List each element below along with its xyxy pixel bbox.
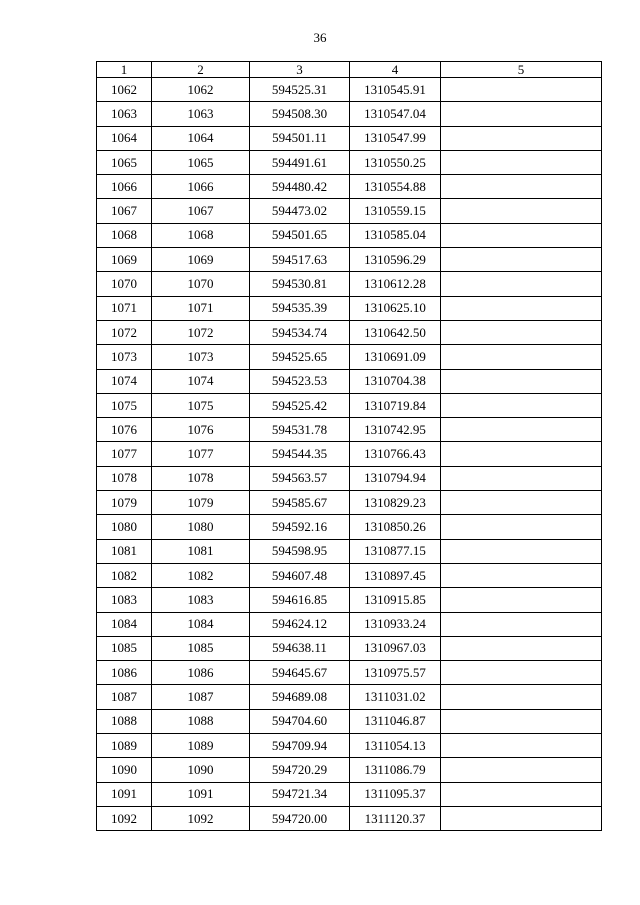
table-cell [441, 636, 602, 660]
table-cell: 594530.81 [250, 272, 350, 296]
table-cell: 1088 [97, 709, 152, 733]
table-cell: 594544.35 [250, 442, 350, 466]
table-row [97, 782, 602, 806]
table-cell [441, 320, 602, 344]
table-cell: 594517.63 [250, 248, 350, 272]
table-row [97, 685, 602, 709]
table-cell: 1086 [97, 661, 152, 685]
page-number: 36 [313, 30, 327, 45]
table-row [97, 661, 602, 685]
table-cell [441, 296, 602, 320]
table-cell: 1078 [152, 466, 250, 490]
table-cell [441, 806, 602, 830]
table-cell: 1310967.03 [350, 636, 441, 660]
column-header: 3 [250, 62, 350, 78]
table-cell: 1067 [97, 199, 152, 223]
table-cell: 594501.65 [250, 223, 350, 247]
table-row [97, 102, 602, 126]
table-cell [441, 539, 602, 563]
table-cell: 1074 [152, 369, 250, 393]
table-cell [441, 758, 602, 782]
table-header-row [97, 62, 602, 78]
table-cell: 594721.34 [250, 782, 350, 806]
table-row [97, 199, 602, 223]
table-cell: 1310545.91 [350, 78, 441, 102]
table-cell: 1068 [152, 223, 250, 247]
table-cell [441, 223, 602, 247]
table-cell: 594473.02 [250, 199, 350, 223]
table-cell [441, 709, 602, 733]
table-cell [441, 466, 602, 490]
table-cell: 594480.42 [250, 175, 350, 199]
table-cell [441, 491, 602, 515]
table-cell: 1071 [152, 296, 250, 320]
column-header: 1 [97, 62, 152, 78]
table-cell: 1068 [97, 223, 152, 247]
table-cell: 1078 [97, 466, 152, 490]
table-cell: 1310975.57 [350, 661, 441, 685]
table-cell [441, 175, 602, 199]
table-cell: 1092 [97, 806, 152, 830]
table-cell: 1070 [97, 272, 152, 296]
table-row [97, 709, 602, 733]
table-cell: 1310585.04 [350, 223, 441, 247]
table-cell: 594720.00 [250, 806, 350, 830]
table-row [97, 320, 602, 344]
table-cell: 594607.48 [250, 563, 350, 587]
table-row [97, 150, 602, 174]
table-cell: 1090 [152, 758, 250, 782]
table-cell: 1310742.95 [350, 418, 441, 442]
table-cell: 1310794.94 [350, 466, 441, 490]
table-cell [441, 78, 602, 102]
table-cell: 1065 [152, 150, 250, 174]
table-cell: 1069 [152, 248, 250, 272]
table-cell: 1062 [97, 78, 152, 102]
table-row [97, 418, 602, 442]
table-row [97, 369, 602, 393]
table-row [97, 563, 602, 587]
table-cell: 594525.65 [250, 345, 350, 369]
table-cell: 1075 [97, 393, 152, 417]
table-cell: 1074 [97, 369, 152, 393]
table-cell: 594535.39 [250, 296, 350, 320]
table-cell [441, 588, 602, 612]
table-cell: 1073 [97, 345, 152, 369]
table-row [97, 126, 602, 150]
table-row [97, 393, 602, 417]
table-cell: 1310559.15 [350, 199, 441, 223]
table-cell: 1310554.88 [350, 175, 441, 199]
table-cell: 1076 [97, 418, 152, 442]
table-cell: 1310547.99 [350, 126, 441, 150]
table-row [97, 272, 602, 296]
table-cell: 1087 [97, 685, 152, 709]
table-cell [441, 612, 602, 636]
table-cell [441, 126, 602, 150]
table-cell [441, 102, 602, 126]
table-cell: 1310829.23 [350, 491, 441, 515]
table-cell: 1091 [97, 782, 152, 806]
table-cell: 1081 [152, 539, 250, 563]
table-row [97, 515, 602, 539]
table-cell: 594585.67 [250, 491, 350, 515]
table-cell: 594638.11 [250, 636, 350, 660]
table-cell: 1311086.79 [350, 758, 441, 782]
table-cell: 1089 [152, 734, 250, 758]
table-cell: 594501.11 [250, 126, 350, 150]
table-cell: 1089 [97, 734, 152, 758]
table-cell: 1311120.37 [350, 806, 441, 830]
table-cell: 1083 [152, 588, 250, 612]
table-cell: 594523.53 [250, 369, 350, 393]
table-cell: 1069 [97, 248, 152, 272]
table-cell: 594525.42 [250, 393, 350, 417]
table-cell [441, 515, 602, 539]
table-cell [441, 782, 602, 806]
table-cell [441, 345, 602, 369]
column-header: 2 [152, 62, 250, 78]
table-cell: 594616.85 [250, 588, 350, 612]
table-cell: 594563.57 [250, 466, 350, 490]
table-cell: 1310933.24 [350, 612, 441, 636]
column-header: 5 [441, 62, 602, 78]
table-cell: 594645.67 [250, 661, 350, 685]
table-cell: 1080 [152, 515, 250, 539]
table-row [97, 539, 602, 563]
table-cell: 1079 [152, 491, 250, 515]
table-cell: 1071 [97, 296, 152, 320]
table-cell: 1310691.09 [350, 345, 441, 369]
table-cell: 1090 [97, 758, 152, 782]
table-cell [441, 248, 602, 272]
table-cell: 1064 [97, 126, 152, 150]
table-row [97, 175, 602, 199]
table-cell: 1310719.84 [350, 393, 441, 417]
table-cell: 1310915.85 [350, 588, 441, 612]
table-cell: 594598.95 [250, 539, 350, 563]
table-cell: 1310625.10 [350, 296, 441, 320]
table-cell: 594709.94 [250, 734, 350, 758]
table-cell: 1086 [152, 661, 250, 685]
table-cell: 594534.74 [250, 320, 350, 344]
table-cell: 1063 [97, 102, 152, 126]
table-cell: 1310897.45 [350, 563, 441, 587]
table-cell [441, 272, 602, 296]
table-row [97, 223, 602, 247]
table-row [97, 442, 602, 466]
table-cell: 1079 [97, 491, 152, 515]
table-cell: 594491.61 [250, 150, 350, 174]
table-cell [441, 734, 602, 758]
table-row [97, 636, 602, 660]
table-cell: 1066 [152, 175, 250, 199]
table-cell: 1088 [152, 709, 250, 733]
table-cell: 1080 [97, 515, 152, 539]
table-cell: 1072 [97, 320, 152, 344]
table-cell [441, 442, 602, 466]
table-cell: 1084 [97, 612, 152, 636]
table-cell: 1311046.87 [350, 709, 441, 733]
table-cell: 594592.16 [250, 515, 350, 539]
table-cell: 1087 [152, 685, 250, 709]
table-cell: 1075 [152, 393, 250, 417]
table-body [97, 78, 602, 831]
table-cell: 1310766.43 [350, 442, 441, 466]
table-cell: 1083 [97, 588, 152, 612]
table-cell [441, 393, 602, 417]
table-cell: 1310704.38 [350, 369, 441, 393]
table-cell: 1067 [152, 199, 250, 223]
table-row [97, 345, 602, 369]
table-cell: 1311095.37 [350, 782, 441, 806]
column-header: 4 [350, 62, 441, 78]
table-cell: 594525.31 [250, 78, 350, 102]
table-cell: 1081 [97, 539, 152, 563]
table-cell: 594624.12 [250, 612, 350, 636]
table-cell: 1062 [152, 78, 250, 102]
table-cell [441, 563, 602, 587]
table-cell: 1310612.28 [350, 272, 441, 296]
table-cell: 1311054.13 [350, 734, 441, 758]
table-row [97, 588, 602, 612]
table-cell: 1072 [152, 320, 250, 344]
table-row [97, 78, 602, 102]
table-cell: 1091 [152, 782, 250, 806]
table-cell: 1077 [97, 442, 152, 466]
table-row [97, 734, 602, 758]
table-row [97, 296, 602, 320]
table-row [97, 758, 602, 782]
table-cell [441, 685, 602, 709]
table-cell: 1092 [152, 806, 250, 830]
table-cell: 594704.60 [250, 709, 350, 733]
table-cell [441, 661, 602, 685]
table-cell: 1310547.04 [350, 102, 441, 126]
table-cell: 594531.78 [250, 418, 350, 442]
table-cell [441, 369, 602, 393]
table-cell: 594720.29 [250, 758, 350, 782]
table-cell [441, 150, 602, 174]
table-cell: 1070 [152, 272, 250, 296]
table-row [97, 612, 602, 636]
table-cell: 594508.30 [250, 102, 350, 126]
table-cell: 1310642.50 [350, 320, 441, 344]
table-cell: 594689.08 [250, 685, 350, 709]
table-cell: 1085 [97, 636, 152, 660]
table-row [97, 248, 602, 272]
table-cell [441, 418, 602, 442]
table-cell: 1066 [97, 175, 152, 199]
table-cell: 1310850.26 [350, 515, 441, 539]
table-cell: 1310596.29 [350, 248, 441, 272]
table-cell: 1063 [152, 102, 250, 126]
table-cell: 1085 [152, 636, 250, 660]
table-cell: 1082 [152, 563, 250, 587]
table-row [97, 806, 602, 830]
coordinates-table [96, 61, 602, 831]
table-cell [441, 199, 602, 223]
table-row [97, 491, 602, 515]
table-cell: 1077 [152, 442, 250, 466]
table-cell: 1073 [152, 345, 250, 369]
table-cell: 1082 [97, 563, 152, 587]
table-cell: 1064 [152, 126, 250, 150]
table-cell: 1084 [152, 612, 250, 636]
table-cell: 1065 [97, 150, 152, 174]
table-cell: 1310550.25 [350, 150, 441, 174]
table-cell: 1076 [152, 418, 250, 442]
table-cell: 1311031.02 [350, 685, 441, 709]
table-row [97, 466, 602, 490]
table-cell: 1310877.15 [350, 539, 441, 563]
